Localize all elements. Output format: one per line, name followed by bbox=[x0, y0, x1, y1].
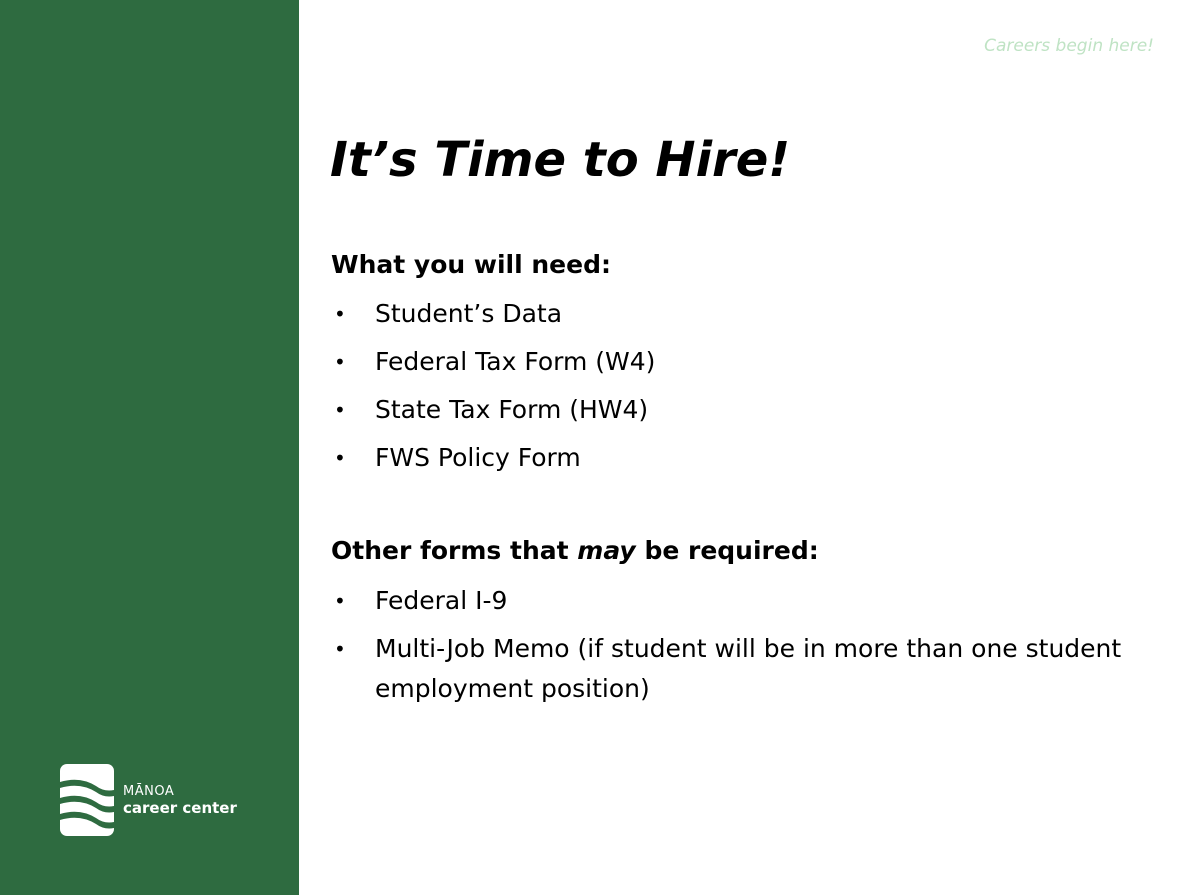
bullet-icon: • bbox=[334, 350, 346, 374]
list-item bbox=[331, 438, 1131, 478]
bullet-icon: • bbox=[334, 637, 346, 661]
logo-text bbox=[123, 784, 237, 816]
list-item-text: FWS Policy Form bbox=[375, 443, 581, 472]
logo bbox=[60, 764, 237, 836]
section-heading-what-you-need: What you will need: bbox=[331, 250, 611, 279]
list-item-text: State Tax Form (HW4) bbox=[375, 395, 649, 424]
list-item-text: Multi-Job Memo (if student will be in more than one student employment position) bbox=[375, 634, 1122, 703]
list-item-text: Federal I-9 bbox=[375, 586, 508, 615]
bullet-icon: • bbox=[334, 446, 346, 470]
list-item-text: Federal Tax Form (W4) bbox=[375, 347, 656, 376]
section-heading-other-forms bbox=[331, 536, 819, 565]
list-item bbox=[331, 342, 1131, 382]
left-sidebar bbox=[0, 0, 299, 895]
slide-title: It’s Time to Hire! bbox=[330, 132, 791, 188]
bullet-icon: • bbox=[334, 589, 346, 613]
heading-text-emphasis: may bbox=[577, 536, 636, 565]
logo-line-career-center: career center bbox=[123, 799, 237, 817]
list-item-text: Student’s Data bbox=[375, 299, 563, 328]
heading-text-before: Other forms that bbox=[331, 536, 578, 565]
optional-forms-list bbox=[331, 581, 1131, 717]
list-item bbox=[331, 581, 1131, 621]
logo-line-manoa: MĀNOA bbox=[123, 784, 175, 799]
list-item bbox=[331, 629, 1131, 709]
heading-text-after: be required: bbox=[635, 536, 819, 565]
list-item bbox=[331, 294, 1131, 334]
manoa-career-center-logo-icon bbox=[60, 764, 114, 836]
needed-items-list bbox=[331, 294, 1131, 486]
tagline: Careers begin here! bbox=[984, 36, 1154, 56]
list-item bbox=[331, 390, 1131, 430]
bullet-icon: • bbox=[334, 302, 346, 326]
bullet-icon: • bbox=[334, 398, 346, 422]
